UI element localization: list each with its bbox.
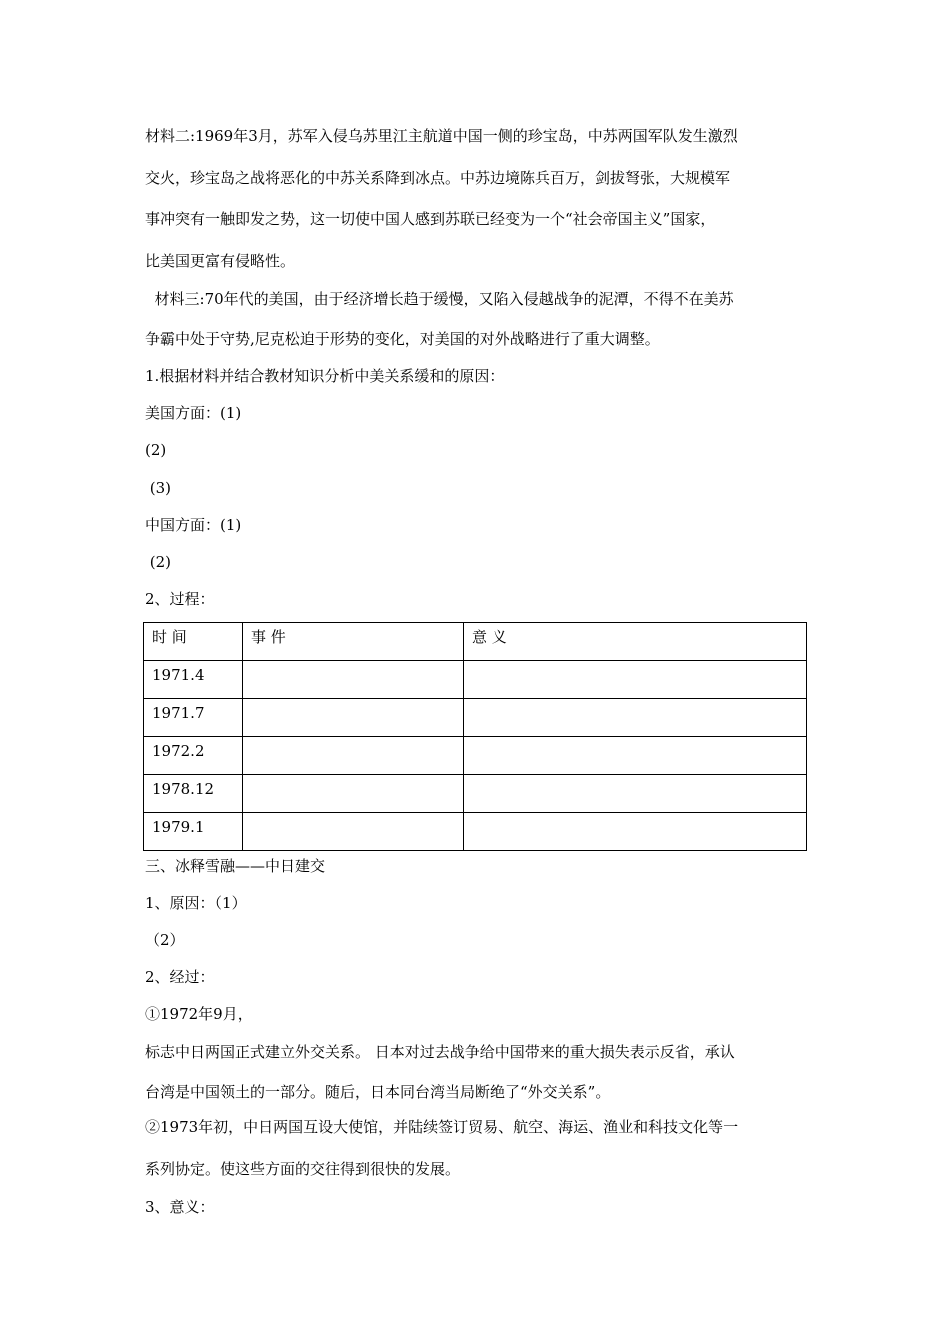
material-three-line-2: 争霸中处于守势,尼克松迫于形势的变化，对美国的对外战略进行了重大调整。 xyxy=(145,330,660,348)
header-meaning: 意 义 xyxy=(464,623,807,661)
cause-2: （2） xyxy=(145,931,185,949)
row-meaning xyxy=(464,737,807,775)
us-reason-1: 美国方面：(1) xyxy=(145,404,242,422)
row-event xyxy=(243,661,464,699)
row-date: 1971.4 xyxy=(144,661,243,699)
row-event xyxy=(243,699,464,737)
table-row xyxy=(144,699,807,737)
header-event: 事 件 xyxy=(243,623,464,661)
event-1: ①1972年9月， xyxy=(145,1005,253,1023)
us-reason-3: (3) xyxy=(145,479,172,497)
table-row xyxy=(144,813,807,851)
course-heading: 2、经过： xyxy=(145,968,215,986)
material-two-line-4: 比美国更富有侵略性。 xyxy=(145,252,296,270)
us-reason-2: (2) xyxy=(145,441,167,459)
row-meaning xyxy=(464,813,807,851)
question-one: 1.根据材料并结合教材知识分析中美关系缓和的原因： xyxy=(145,367,505,385)
table-row xyxy=(144,737,807,775)
row-meaning xyxy=(464,699,807,737)
row-date: 1978.12 xyxy=(144,775,243,813)
cause-1: 1、原因：（1） xyxy=(145,894,247,912)
process-heading: 2、过程： xyxy=(145,590,215,608)
event-2-line-1: ②1973年初，中日两国互设大使馆，并陆续签订贸易、航空、海运、渔业和科技文化等一 xyxy=(145,1118,739,1136)
material-two-line-3: 事冲突有一触即发之势，这一切使中国人感到苏联已经变为一个“社会帝国主义”国家， xyxy=(145,210,716,228)
row-meaning xyxy=(464,661,807,699)
china-reason-2: (2) xyxy=(145,553,172,571)
table-row xyxy=(144,775,807,813)
row-event xyxy=(243,775,464,813)
row-event xyxy=(243,737,464,775)
row-date: 1972.2 xyxy=(144,737,243,775)
material-two-line-2: 交火，珍宝岛之战将恶化的中苏关系降到冰点。中苏边境陈兵百万，剑拔弩张，大规模军 xyxy=(145,169,731,187)
material-two-line-1: 材料二:1969年3月，苏军入侵乌苏里江主航道中国一侧的珍宝岛，中苏两国军队发生激烈 xyxy=(145,127,738,145)
material-three-line-1: 材料三:70年代的美国，由于经济增长趋于缓慢，又陷入侵越战争的泥潭，不得不在美苏 xyxy=(145,290,734,308)
section-three-heading: 三、冰释雪融——中日建交 xyxy=(145,857,326,875)
row-date: 1979.1 xyxy=(144,813,243,851)
event-1-detail-2: 台湾是中国领土的一部分。随后，日本同台湾当局断绝了“外交关系”。 xyxy=(145,1083,611,1101)
event-2-line-2: 系列协定。使这些方面的交往得到很快的发展。 xyxy=(145,1160,461,1178)
row-meaning xyxy=(464,775,807,813)
table-row xyxy=(144,661,807,699)
event-1-detail-1: 标志中日两国正式建立外交关系。 日本对过去战争给中国带来的重大损失表示反省，承认 xyxy=(145,1043,735,1061)
table-header-row xyxy=(144,623,807,661)
china-reason-1: 中国方面：(1) xyxy=(145,516,242,534)
row-event xyxy=(243,813,464,851)
process-table xyxy=(143,622,807,851)
header-time: 时 间 xyxy=(144,623,243,661)
significance-heading: 3、意义： xyxy=(145,1198,215,1216)
row-date: 1971.7 xyxy=(144,699,243,737)
